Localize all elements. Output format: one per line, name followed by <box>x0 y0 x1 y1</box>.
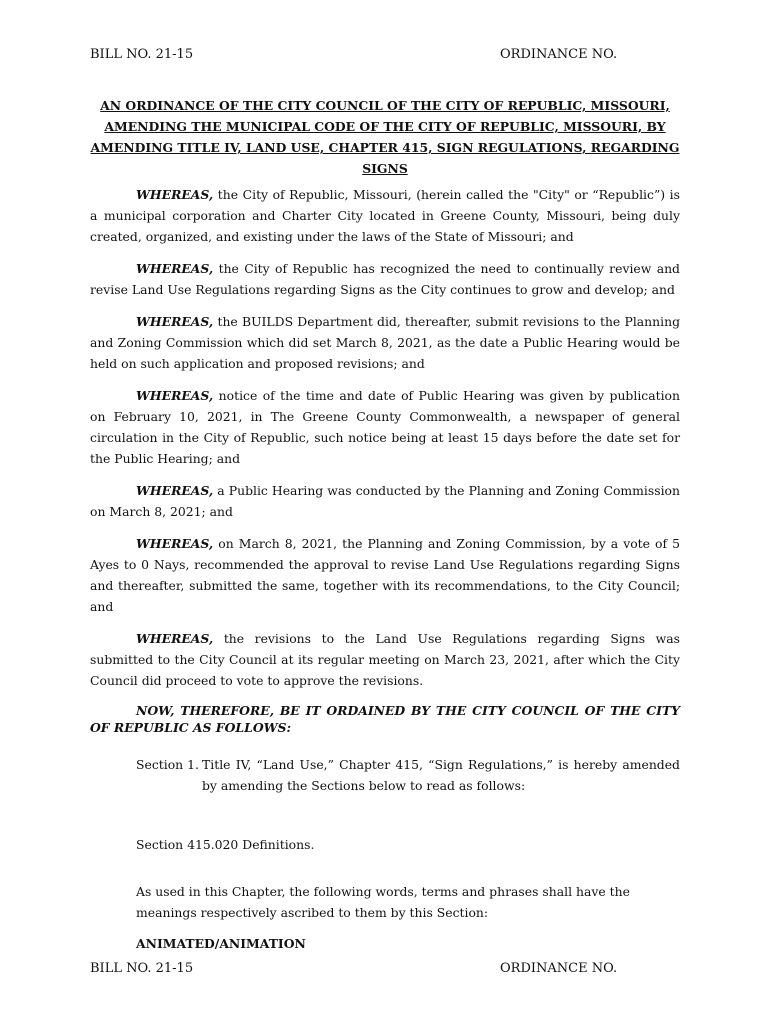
whereas-clause <box>90 385 680 469</box>
whereas-text: on March 8, 2021, the Planning and Zoning Commission, by a vote of 5 Ayes to 0 Nays, recommended the approval to revise Land Use Regulations regarding Signs and thereafter, submitted the same, together with its recommendations, to the City Council; and <box>90 536 680 614</box>
whereas-text: the City of Republic has recognized the need to continually review and revise Land Use Regulations regarding Signs as the City continues to grow and develop; and <box>90 261 680 297</box>
whereas-clause <box>90 311 680 374</box>
defined-term: ANIMATED/ANIMATION <box>136 936 306 951</box>
header-ordinance-number: ORDINANCE NO. <box>500 47 618 62</box>
whereas-clause <box>90 628 680 691</box>
whereas-clause <box>90 258 680 300</box>
section-1 <box>90 754 680 796</box>
whereas-clause <box>90 533 680 617</box>
whereas-text: the BUILDS Department did, thereafter, submit revisions to the Planning and Zoning Commission which did set March 8, 2021, as the date a Public Hearing would be held on such application and proposed revisions; and <box>90 314 680 371</box>
whereas-text: the revisions to the Land Use Regulations regarding Signs was submitted to the City Council at its regular meeting on March 23, 2021, after which the City Council did proceed to vote to approve the revisions. <box>90 631 680 688</box>
whereas-keyword: WHEREAS, <box>136 388 214 403</box>
whereas-keyword: WHEREAS, <box>136 536 214 551</box>
whereas-keyword: WHEREAS, <box>136 483 214 498</box>
whereas-clause <box>90 480 680 522</box>
footer-bill-number: BILL NO. 21-15 <box>90 961 194 976</box>
section-number: Section 1. <box>136 757 199 772</box>
document-body <box>90 184 680 954</box>
ordaining-clause: NOW, THEREFORE, BE IT ORDAINED BY THE CITY COUNCIL OF THE CITY OF REPUBLIC AS FOLLOWS: <box>90 703 680 735</box>
header-bill-number: BILL NO. 21-15 <box>90 47 194 62</box>
whereas-keyword: WHEREAS, <box>136 187 214 202</box>
whereas-clause <box>90 184 680 247</box>
whereas-keyword: WHEREAS, <box>136 261 214 276</box>
ordinance-title: AN ORDINANCE OF THE CITY COUNCIL OF THE CITY OF REPUBLIC, MISSOURI, AMENDING THE MUNICIPAL CODE OF THE CITY OF REPUBLIC, MISSOURI, BY AMENDING TITLE IV, LAND USE, CHAPTER 415, SIGN REGULATIONS, REGARDING SIGNS <box>90 98 680 176</box>
whereas-keyword: WHEREAS, <box>136 314 214 329</box>
section-text: Title IV, “Land Use,” Chapter 415, “Sign Regulations,” is hereby amended by amending the Sections below to read as follows: <box>202 757 680 793</box>
whereas-text: the City of Republic, Missouri, (herein called the "City" or “Republic”) is a municipal corporation and Charter City located in Greene County, Missouri, being duly created, organized, and existing under the laws of the State of Missouri; and <box>90 187 680 244</box>
whereas-keyword: WHEREAS, <box>136 631 214 646</box>
footer-ordinance-number: ORDINANCE NO. <box>500 961 618 976</box>
whereas-text: a Public Hearing was conducted by the Planning and Zoning Commission on March 8, 2021; and <box>90 483 680 519</box>
whereas-text: notice of the time and date of Public Hearing was given by publication on February 10, 2021, in The Greene County Commonwealth, a newspaper of general circulation in the City of Republic, such notice being at least 15 days before the date set for the Public Hearing; and <box>90 388 680 466</box>
definitions-heading: Section 415.020 Definitions. <box>136 837 315 852</box>
definitions-intro: As used in this Chapter, the following words, terms and phrases shall have the meanings respectively ascribed to them by this Section: <box>136 884 630 920</box>
